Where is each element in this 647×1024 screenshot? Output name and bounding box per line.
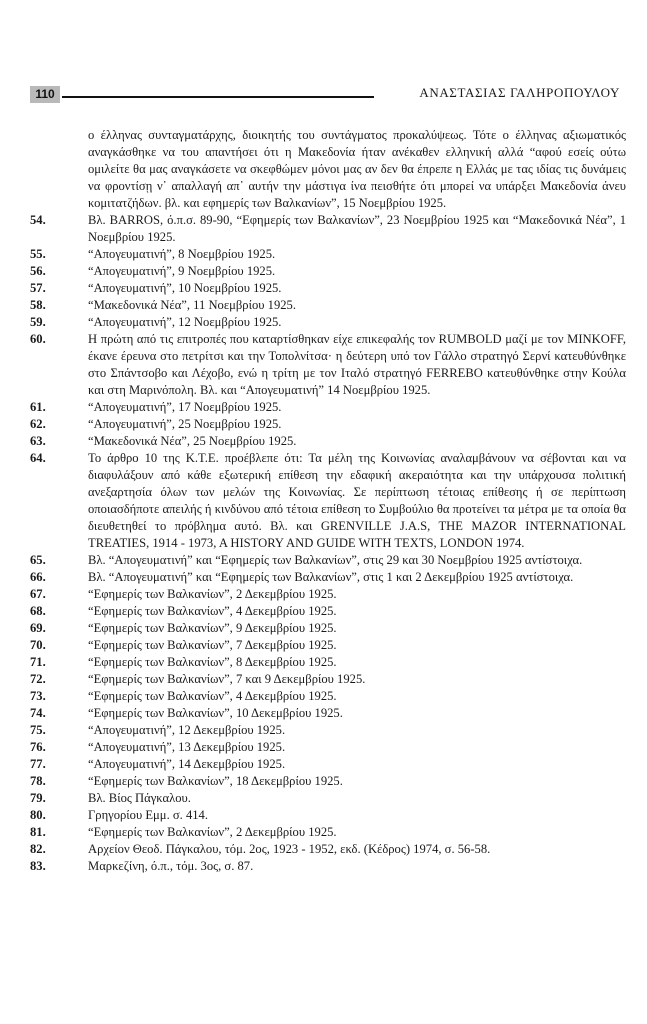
note-text: Το άρθρο 10 της Κ.Τ.Ε. προέβλεπε ότι: Τα μέλη της Κοινωνίας αναλαμβάνουν να σέβονται και να διαφυλάξουν από κάθε εξωτερική επίθεση την εδαφική ακεραιότητα και την υπάρχουσα πολιτική ανεξαρτησία όλων των μελών της Κοινωνίας. Σε περίπτωση τέτοιας επίθεσης ή σε περίπτωση οποιασδήποτε απειλής ή κινδύνου από τέτοια επίθεση το Συμβούλιο θα προτείνει τα μέτρα με τα οποία θα διευθετηθεί το πρόβλημα αυτό. Βλ. και GRENVILLE J.A.S, THE MAZOR INTERNATIONAL TREATIES, 1914 - 1973, A HISTORY AND GUIDE WITH TEXTS, LONDON 1974. — [88, 451, 626, 550]
note-text: “Εφημερίς των Βαλκανίων”, 7 και 9 Δεκεμβρίου 1925. — [88, 672, 366, 686]
endnote — [30, 297, 626, 314]
note-text: “Απογευματινή”, 12 Νοεμβρίου 1925. — [88, 315, 282, 329]
note-text: Βλ. BARROS, ό.π.σ. 89-90, “Εφημερίς των Βαλκανίων”, 23 Νοεμβρίου 1925 και “Μακεδονικά Νέα”, 1 Νοεμβρίου 1925. — [88, 213, 626, 244]
note-text: “Απογευματινή”, 25 Νοεμβρίου 1925. — [88, 417, 282, 431]
note-text: Γρηγορίου Εμμ. σ. 414. — [88, 808, 208, 822]
endnote — [30, 637, 626, 654]
endnote — [30, 722, 626, 739]
note-text: “Εφημερίς των Βαλκανίων”, 2 Δεκεμβρίου 1925. — [88, 825, 337, 839]
note-number: 70. — [30, 638, 46, 652]
note-number: 63. — [30, 434, 46, 448]
note-number: 65. — [30, 553, 46, 567]
endnote — [30, 552, 626, 569]
endnote — [30, 841, 626, 858]
note-text: “Εφημερίς των Βαλκανίων”, 7 Δεκεμβρίου 1925. — [88, 638, 337, 652]
note-text: Βλ. “Απογευματινή” και “Εφημερίς των Βαλκανίων”, στις 29 και 30 Νοεμβρίου 1925 αντίστοιχα. — [88, 553, 583, 567]
endnote — [30, 824, 626, 841]
page-number: 110 — [30, 86, 60, 103]
endnote — [30, 331, 626, 399]
note-text: “Εφημερίς των Βαλκανίων”, 9 Δεκεμβρίου 1925. — [88, 621, 337, 635]
endnote — [30, 671, 626, 688]
endnote — [30, 586, 626, 603]
note-number: 72. — [30, 672, 46, 686]
note-text: “Μακεδονικά Νέα”, 11 Νοεμβρίου 1925. — [88, 298, 296, 312]
note-number: 62. — [30, 417, 46, 431]
endnote — [30, 280, 626, 297]
note-number: 71. — [30, 655, 46, 669]
notes-list — [30, 212, 626, 875]
note-text: “Εφημερίς των Βαλκανίων”, 10 Δεκεμβρίου 1925. — [88, 706, 343, 720]
note-number: 55. — [30, 247, 46, 261]
note-number: 69. — [30, 621, 46, 635]
note-number: 66. — [30, 570, 46, 584]
note-number: 79. — [30, 791, 46, 805]
note-number: 58. — [30, 298, 46, 312]
endnote — [30, 433, 626, 450]
note-text: Βλ. Βίος Πάγκαλου. — [88, 791, 191, 805]
note-number: 75. — [30, 723, 46, 737]
note-text: “Απογευματινή”, 17 Νοεμβρίου 1925. — [88, 400, 282, 414]
note-number: 57. — [30, 281, 46, 295]
note-number: 56. — [30, 264, 46, 278]
note-number: 59. — [30, 315, 46, 329]
note-text: Η πρώτη από τις επιτροπές που καταρτίσθηκαν είχε επικεφαλής τον RUMBOLD μαζί με τον MINKOFF, έκανε έρευνα στο πετρίτσι και την Τοπολνίτσα· η δεύτερη υπό τον Γάλλο στρατηγό Σερνί κατευθύνθηκε στο Σπάντσοβο και Λέχοβο, ενώ η τρίτη με τον Ιταλό στρατηγό FERREBO κατευθύνθηκε στην Κούλα και στη Μαρινόπολη. Βλ. και “Απογευματινή” 14 Νοεμβρίου 1925. — [88, 332, 626, 397]
note-text: “Απογευματινή”, 10 Νοεμβρίου 1925. — [88, 281, 282, 295]
note-number: 77. — [30, 757, 46, 771]
note-number: 83. — [30, 859, 46, 873]
endnote — [30, 263, 626, 280]
endnote — [30, 790, 626, 807]
note-number: 61. — [30, 400, 46, 414]
endnote — [30, 603, 626, 620]
endnote — [30, 858, 626, 875]
note-text: “Εφημερίς των Βαλκανίων”, 4 Δεκεμβρίου 1925. — [88, 604, 337, 618]
note-text: “Εφημερίς των Βαλκανίων”, 4 Δεκεμβρίου 1925. — [88, 689, 337, 703]
note-number: 73. — [30, 689, 46, 703]
endnote — [30, 416, 626, 433]
note-text: “Απογευματινή”, 14 Δεκεμβρίου 1925. — [88, 757, 286, 771]
note-number: 82. — [30, 842, 46, 856]
endnote — [30, 399, 626, 416]
note-number: 80. — [30, 808, 46, 822]
note-text: Βλ. “Απογευματινή” και “Εφημερίς των Βαλκανίων”, στις 1 και 2 Δεκεμβρίου 1925 αντίστοιχα. — [88, 570, 574, 584]
header-rule — [62, 96, 374, 98]
running-title: ΑΝΑΣΤΑΣΙΑΣ ΓΑΛΗΡΟΠΟΥΛΟΥ — [419, 85, 620, 100]
note-number: 64. — [30, 451, 46, 465]
note-number: 60. — [30, 332, 46, 346]
note-number: 54. — [30, 213, 46, 227]
note-number: 74. — [30, 706, 46, 720]
note-text: “Απογευματινή”, 13 Δεκεμβρίου 1925. — [88, 740, 286, 754]
endnote — [30, 688, 626, 705]
note-text: “Μακεδονικά Νέα”, 25 Νοεμβρίου 1925. — [88, 434, 297, 448]
endnotes — [30, 127, 626, 875]
note-number: 67. — [30, 587, 46, 601]
endnote — [30, 314, 626, 331]
note-number: 68. — [30, 604, 46, 618]
endnote — [30, 807, 626, 824]
note-number: 78. — [30, 774, 46, 788]
note-text: “Εφημερίς των Βαλκανίων”, 18 Δεκεμβρίου 1925. — [88, 774, 343, 788]
endnote — [30, 620, 626, 637]
endnote — [30, 739, 626, 756]
endnote — [30, 705, 626, 722]
note-text: Αρχείον Θεοδ. Πάγκαλου, τόμ. 2ος, 1923 - 1952, εκδ. (Κέδρος) 1974, σ. 56-58. — [88, 842, 491, 856]
endnote — [30, 246, 626, 263]
note-number: 81. — [30, 825, 46, 839]
endnote — [30, 654, 626, 671]
note-text: Μαρκεζίνη, ό.π., τόμ. 3ος, σ. 87. — [88, 859, 254, 873]
note-number: 76. — [30, 740, 46, 754]
endnote — [30, 773, 626, 790]
note-continuation: ο έλληνας συνταγματάρχης, διοικητής του συντάγματος προκαλύψεως. Τότε ο έλληνας αξιωματικός αναγκάσθηκε να του απαντήσει ότι η Μακεδονία ήταν ανέκαθεν ελληνική αλλά “αφού εσείς ούτω ομιλείτε θα μας αναγκάσετε να σκεφθώμεν μόνοι μας αν δεν θα έπρεπε η Ελλάς με τας ιδίας τις δυνάμεις να φροντίσῃ ν᾽ απαλλαγή απ᾽ αυτήν την μάστιγα ίνα πεισθήτε ότι μπορεί να υπάρξει Μακεδονία άνευ κομιτατζήδων. βλ. και εφημερίς των Βαλκανίων”, 15 Νοεμβρίου 1925. — [88, 128, 626, 210]
endnote — [30, 450, 626, 552]
note-text: “Εφημερίς των Βαλκανίων”, 8 Δεκεμβρίου 1925. — [88, 655, 337, 669]
endnote — [30, 756, 626, 773]
endnote — [30, 212, 626, 246]
page-header — [30, 84, 620, 108]
note-text: “Απογευματινή”, 9 Νοεμβρίου 1925. — [88, 264, 276, 278]
note-text: “Απογευματινή”, 8 Νοεμβρίου 1925. — [88, 247, 276, 261]
endnote — [30, 569, 626, 586]
note-text: “Απογευματινή”, 12 Δεκεμβρίου 1925. — [88, 723, 286, 737]
note-text: “Εφημερίς των Βαλκανίων”, 2 Δεκεμβρίου 1925. — [88, 587, 337, 601]
